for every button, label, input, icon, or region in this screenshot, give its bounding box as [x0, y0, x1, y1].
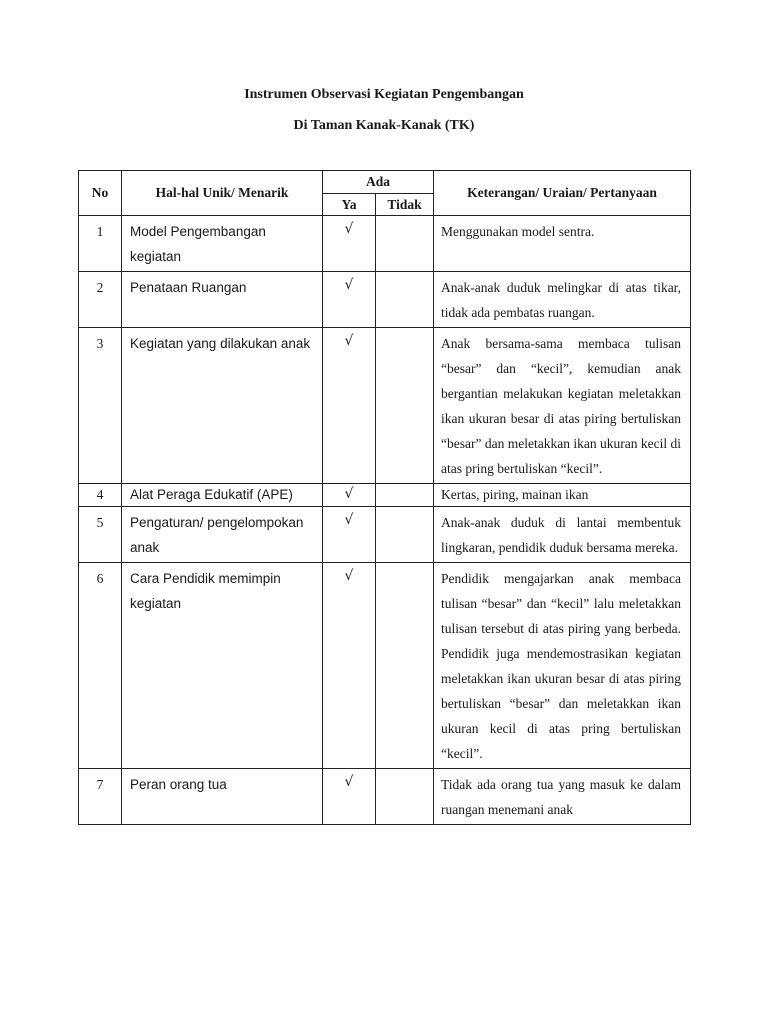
table-row: [79, 328, 691, 484]
row-number: 1: [96, 224, 104, 239]
row-item: Penataan Ruangan: [130, 280, 247, 295]
header-ya: Ya: [323, 194, 376, 216]
row-ya-check: √: [344, 512, 354, 528]
table-row: [79, 563, 691, 769]
row-number: 6: [96, 571, 104, 586]
document-subtitle: Di Taman Kanak-Kanak (TK): [293, 118, 475, 133]
row-item: Alat Peraga Edukatif (APE): [130, 487, 293, 502]
row-number: 7: [96, 777, 104, 792]
row-ya-check: √: [344, 486, 354, 502]
row-number: 5: [96, 515, 104, 530]
row-keterangan: Tidak ada orang tua yang masuk ke dalam ruangan menemani anak: [441, 777, 682, 817]
table-row: [79, 272, 691, 328]
row-ya-check: √: [344, 333, 354, 349]
row-tidak: [376, 216, 433, 221]
header-ada: Ada: [323, 171, 434, 194]
row-item: Pengaturan/ pengelompokan anak: [130, 515, 304, 555]
row-keterangan: Anak-anak duduk di lantai membentuk lingkaran, pendidik duduk bersama mereka.: [441, 515, 682, 555]
row-number: 2: [96, 280, 104, 295]
table-body: [79, 216, 691, 825]
row-item: Kegiatan yang dilakukan anak: [130, 336, 311, 351]
row-tidak: [376, 272, 433, 277]
row-ya-check: √: [344, 221, 354, 237]
observation-table: [78, 170, 691, 825]
table-header: [79, 171, 691, 216]
row-ya-check: √: [344, 277, 354, 293]
table-row: [79, 216, 691, 272]
header-item: Hal-hal Unik/ Menarik: [122, 171, 323, 216]
row-ya-check: √: [344, 568, 354, 584]
table-row: [79, 507, 691, 563]
row-keterangan: Anak bersama-sama membaca tulisan “besar” dan “kecil”, kemudian anak bergantian melakukan kegiatan meletakkan ikan ukuran besar di atas piring bertuliskan “besar” dan meletakkan ikan ukuran kecil di atas pring bertuliskan “kecil”.: [441, 336, 682, 476]
row-keterangan: Kertas, piring, mainan ikan: [441, 487, 589, 502]
row-keterangan: Pendidik mengajarkan anak membaca tulisan “besar” dan “kecil” lalu meletakkan tulisan tersebut di atas piring yang berbeda. Pendidik juga mendemostrasikan kegiatan meletakkan ikan ukuran besar di atas piring bertuliskan “besar” dan meletakkan ikan ukuran kecil di atas pring bertuliskan “kecil”.: [441, 571, 682, 761]
row-keterangan: Menggunakan model sentra.: [441, 224, 595, 239]
row-item: Cara Pendidik memimpin kegiatan: [130, 571, 281, 611]
row-tidak: [376, 563, 433, 568]
row-tidak: [376, 328, 433, 333]
header-no: No: [79, 171, 122, 216]
row-keterangan: Anak-anak duduk melingkar di atas tikar, tidak ada pembatas ruangan.: [441, 280, 682, 320]
row-ya-check: √: [344, 774, 354, 790]
document-title: Instrumen Observasi Kegiatan Pengembangan: [244, 87, 524, 102]
row-tidak: [376, 507, 433, 512]
row-tidak: [376, 769, 433, 774]
row-item: Model Pengembangan kegiatan: [130, 224, 266, 264]
header-tidak: Tidak: [376, 194, 434, 216]
row-tidak: [376, 484, 433, 489]
table-row: [79, 484, 691, 507]
header-keterangan: Keterangan/ Uraian/ Pertanyaan: [434, 171, 691, 216]
row-item: Peran orang tua: [130, 777, 227, 792]
row-number: 3: [96, 336, 104, 351]
table-row: [79, 769, 691, 825]
row-number: 4: [96, 487, 104, 502]
